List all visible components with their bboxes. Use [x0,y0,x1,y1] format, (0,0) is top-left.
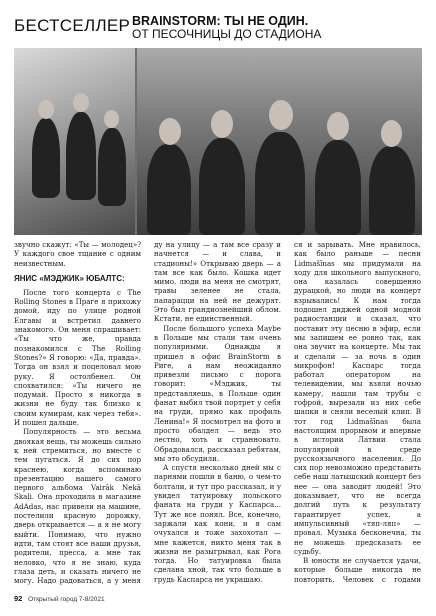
page-footer [14,594,105,603]
issue-label: Открытый город 7-8/2021 [28,596,105,603]
text-column-1 [14,240,141,585]
section-label: БЕСТСЕЛЛЕР [14,16,131,35]
page-number: 92 [14,594,23,603]
article-subhead: ЯНИС «МЭДЖИК» ЮБАЛТС: [14,273,125,283]
article-paragraph: А спустя несколько дней мы с парнями пошли в баню, о чем-то болтали, и тут про рассказал, и у увидел татуировку польского фаната на груди у Каспарса... Тут же все понял. Все, конечно, заржали как кони, и я сам очухался и тоже захохотал — мне кажется, никто меня так в жизни не разыгрывал, как Рога тогда. Но татуировка была сделана хной, так что больше в грудь Каспарса не украшаю. [154,463,281,584]
article-paragraph: звучно скажут: «Ты — молодец»? У каждого свое тщание с одним неизвестным. [14,240,141,268]
article-paragraph: После того концерта с The Rolling Stones в Праге я прихожу домой, иду по улице родной Елгавы и встретил давнего знакомого. Он меня спрашивает: «Ты что же, правда познакомился с The Rolling Stones?» Я говорю: «Да, правда». Тогда он взял и поцеловал мою руку. Я остолбенел. Он спохватился: «Ты ничего не подумай. Просто я никогда в жизни не буду так близко к своим кумирам, как через тебя». И пошел дальше. [14,287,141,428]
article-paragraph: ду на улицу — а там все сразу и начнется — и слава, и стадионы!» Открываю дверь — а там все как было. Кошка идет мимо, люди на меня не смотрят, травы зеленее не стала, папарацци на ней не дежурят. Это был грандиознейший облом. Кстати, не единственный. [154,240,281,324]
photo-spread [14,48,422,235]
article-paragraph: ся и зарывать. Мне нравилось, как было раньше — песни Lidmašīnas мы придумали на ходу для школьного выпускного, она казалась совершенно дурацкой, но люди на концерт взрывались! К нам тогда подошел диджей одной модной радиостанции и сказал, что поставит эту песню в эфир, если мы запишем ее ровно так, как она звучит на концерте. Мы так и сделали — за ночь в один микрофон! Каспарс тогда работал оператором на телевидении, мы взяли ночью камеру, нашли там трубы с гофрой, вырезали из них себе шапки и сняли веселый клип. В тот год Lidmašīnas была настоящим прорывом и впервые в истории Латвии стала популярной в среде русскоязычного населения. До сих пор невозможно представить себе наш латышский концерт без нее — она заводит людей! Это доказывает, что не всегда долгий путь к результату гарантирует успех, а импульсивный «тяп-ляп» — провал. Музыка бесконечна, ты не можешь предсказать ее судьбу. [294,240,421,556]
article-paragraph [154,584,281,585]
page-header [14,14,422,44]
text-column-3 [294,240,421,585]
article-paragraph: Популярность — это весьма двоякая вещь, ты можешь сильно к ней стремиться, но вместе с тем пугаться. Я до сих пор краснею, когда вспоминаю презентацию нашего самого первого альбома Vairāk Nekā Skaļi. Она проходила в магазине AdAdas, нас привели на машине, постелили красную дорожку, дверь открывается — а я не могу выйти. Понимаю, что нужно идти, там стоят все наши друзья, родители, пресса, а мне так неловко, что я не знаю, куда глаза деть, и сказать ничего не могу. Надо радоваться, а у меня [14,427,141,585]
text-column-2 [154,240,281,585]
photo-band-group [137,48,422,235]
photo-band-studio [14,48,135,235]
article-paragraph: В юности не случается удачи, которые больше никогда не повторить. Человек с годами [294,556,421,584]
article-paragraph: После большого успеха Maybe в Польше мы стали там очень популярными. Однажды я пришел в офис BrainStorm в Риге, а нам неожиданно привезли письмо с порога говорит: «Мэджик, ты представляешь, в Польше один фанат выбил твой портрет у себя на груди, прямо как профиль Ленина!» Я посмотрел на фото и просто обалдел — ведь это лестно, хоть и странновато. Обрадовался, рассказал ребятам, мы это обсудили. [154,323,281,463]
article-title-main: BRAINSTORM: ТЫ НЕ ОДИН. [132,14,309,28]
article-title-sub: ОТ ПЕСОЧНИЦЫ ДО СТАДИОНА [132,27,322,41]
article-title [132,14,321,41]
